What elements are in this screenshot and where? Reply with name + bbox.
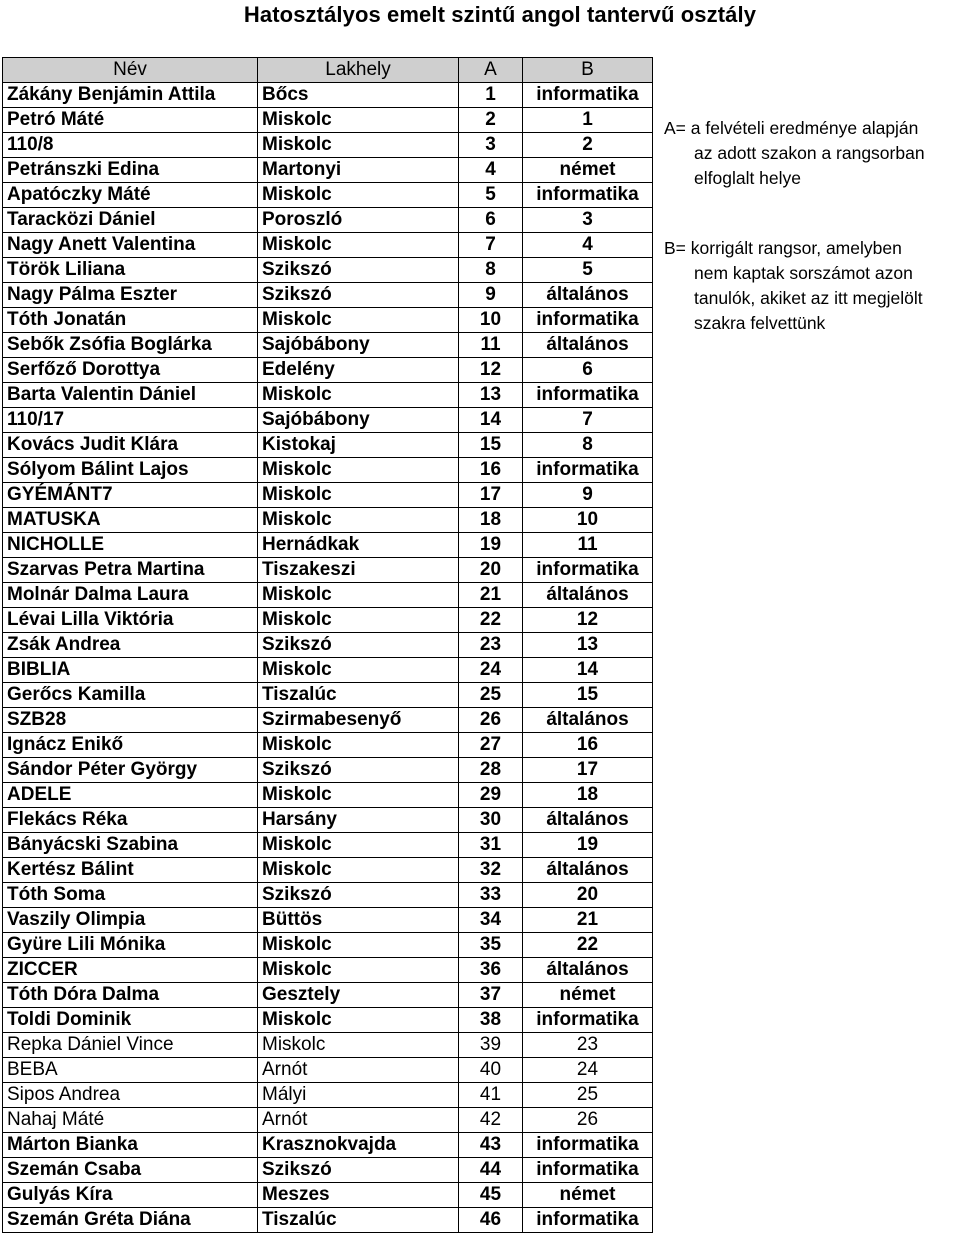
cell-place: Miskolc xyxy=(258,833,459,858)
table-row xyxy=(3,958,653,983)
table-row xyxy=(3,1108,653,1133)
cell-b: 19 xyxy=(523,833,653,858)
cell-a: 41 xyxy=(459,1083,523,1108)
cell-place: Harsány xyxy=(258,808,459,833)
cell-name: 110/17 xyxy=(3,408,258,433)
cell-b: német xyxy=(523,1183,653,1208)
cell-b: 25 xyxy=(523,1083,653,1108)
cell-b: 6 xyxy=(523,358,653,383)
table-row xyxy=(3,1008,653,1033)
cell-b: általános xyxy=(523,958,653,983)
cell-a: 1 xyxy=(459,83,523,108)
cell-b: 18 xyxy=(523,783,653,808)
cell-place: Miskolc xyxy=(258,458,459,483)
table-row xyxy=(3,983,653,1008)
cell-a: 34 xyxy=(459,908,523,933)
cell-a: 12 xyxy=(459,358,523,383)
cell-b: 1 xyxy=(523,108,653,133)
cell-a: 16 xyxy=(459,458,523,483)
cell-place: Sajóbábony xyxy=(258,333,459,358)
table-row xyxy=(3,108,653,133)
cell-name: Nagy Pálma Eszter xyxy=(3,283,258,308)
cell-a: 33 xyxy=(459,883,523,908)
cell-name: Sebők Zsófia Boglárka xyxy=(3,333,258,358)
cell-name: BEBA xyxy=(3,1058,258,1083)
header-name: Név xyxy=(3,58,258,83)
cell-b: informatika xyxy=(523,183,653,208)
table-row xyxy=(3,208,653,233)
cell-place: Miskolc xyxy=(258,608,459,633)
cell-place: Szikszó xyxy=(258,1158,459,1183)
cell-a: 37 xyxy=(459,983,523,1008)
cell-b: 14 xyxy=(523,658,653,683)
table-row xyxy=(3,133,653,158)
cell-a: 35 xyxy=(459,933,523,958)
cell-place: Miskolc xyxy=(258,783,459,808)
cell-b: informatika xyxy=(523,83,653,108)
cell-place: Tiszalúc xyxy=(258,1208,459,1233)
cell-b: informatika xyxy=(523,383,653,408)
cell-a: 25 xyxy=(459,683,523,708)
cell-place: Miskolc xyxy=(258,383,459,408)
legend-a-line: A= a felvételi eredménye alapján xyxy=(664,118,919,138)
table-row xyxy=(3,483,653,508)
cell-a: 40 xyxy=(459,1058,523,1083)
cell-place: Miskolc xyxy=(258,958,459,983)
cell-place: Szikszó xyxy=(258,633,459,658)
cell-place: Mályi xyxy=(258,1083,459,1108)
cell-name: Sólyom Bálint Lajos xyxy=(3,458,258,483)
cell-b: általános xyxy=(523,583,653,608)
cell-a: 11 xyxy=(459,333,523,358)
cell-name: ADELE xyxy=(3,783,258,808)
page-title: Hatosztályos emelt szintű angol tantervű osztály xyxy=(243,2,757,27)
cell-b: informatika xyxy=(523,308,653,333)
cell-a: 31 xyxy=(459,833,523,858)
table-row xyxy=(3,233,653,258)
cell-place: Arnót xyxy=(258,1058,459,1083)
cell-name: Apatóczky Máté xyxy=(3,183,258,208)
cell-place: Arnót xyxy=(258,1108,459,1133)
cell-b: általános xyxy=(523,283,653,308)
cell-b: informatika xyxy=(523,1158,653,1183)
table-row xyxy=(3,833,653,858)
cell-a: 9 xyxy=(459,283,523,308)
cell-b: 20 xyxy=(523,883,653,908)
cell-a: 6 xyxy=(459,208,523,233)
cell-b: 22 xyxy=(523,933,653,958)
table-row xyxy=(3,358,653,383)
table-row xyxy=(3,508,653,533)
cell-name: Sipos Andrea xyxy=(3,1083,258,1108)
cell-place: Poroszló xyxy=(258,208,459,233)
table-row xyxy=(3,758,653,783)
legend-b-line: szakra felvettünk xyxy=(694,313,826,333)
table-row xyxy=(3,908,653,933)
table-row xyxy=(3,633,653,658)
cell-b: 13 xyxy=(523,633,653,658)
cell-name: Vaszily Olimpia xyxy=(3,908,258,933)
cell-a: 26 xyxy=(459,708,523,733)
cell-a: 18 xyxy=(459,508,523,533)
cell-name: Petró Máté xyxy=(3,108,258,133)
table-row xyxy=(3,683,653,708)
table-row xyxy=(3,783,653,808)
cell-b: 4 xyxy=(523,233,653,258)
table-row xyxy=(3,533,653,558)
cell-name: Szarvas Petra Martina xyxy=(3,558,258,583)
cell-a: 4 xyxy=(459,158,523,183)
cell-name: Gerőcs Kamilla xyxy=(3,683,258,708)
cell-place: Szikszó xyxy=(258,283,459,308)
cell-a: 39 xyxy=(459,1033,523,1058)
cell-a: 28 xyxy=(459,758,523,783)
cell-place: Szirmabesenyő xyxy=(258,708,459,733)
header-b: B xyxy=(523,58,653,83)
cell-name: GYÉMÁNT7 xyxy=(3,483,258,508)
cell-b: 2 xyxy=(523,133,653,158)
cell-place: Szikszó xyxy=(258,258,459,283)
cell-a: 8 xyxy=(459,258,523,283)
cell-place: Szikszó xyxy=(258,883,459,908)
table-row xyxy=(3,1133,653,1158)
table-row xyxy=(3,158,653,183)
cell-place: Miskolc xyxy=(258,308,459,333)
table-row xyxy=(3,933,653,958)
cell-place: Miskolc xyxy=(258,733,459,758)
cell-name: Nahaj Máté xyxy=(3,1108,258,1133)
table-row xyxy=(3,858,653,883)
table-row xyxy=(3,408,653,433)
cell-a: 14 xyxy=(459,408,523,433)
cell-place: Miskolc xyxy=(258,1033,459,1058)
cell-place: Miskolc xyxy=(258,583,459,608)
cell-name: Barta Valentin Dániel xyxy=(3,383,258,408)
cell-b: informatika xyxy=(523,1133,653,1158)
cell-a: 17 xyxy=(459,483,523,508)
cell-a: 19 xyxy=(459,533,523,558)
legend-a-line: elfoglalt helye xyxy=(694,168,802,188)
cell-a: 24 xyxy=(459,658,523,683)
cell-b: 5 xyxy=(523,258,653,283)
cell-name: Tóth Jonatán xyxy=(3,308,258,333)
cell-b: informatika xyxy=(523,1008,653,1033)
cell-place: Tiszakeszi xyxy=(258,558,459,583)
cell-name: Márton Bianka xyxy=(3,1133,258,1158)
cell-place: Miskolc xyxy=(258,508,459,533)
cell-place: Gesztely xyxy=(258,983,459,1008)
legend-a-line: az adott szakon a rangsorban xyxy=(694,143,925,163)
cell-place: Büttös xyxy=(258,908,459,933)
cell-b: általános xyxy=(523,808,653,833)
cell-place: Meszes xyxy=(258,1183,459,1208)
cell-place: Miskolc xyxy=(258,133,459,158)
cell-name: MATUSKA xyxy=(3,508,258,533)
cell-a: 10 xyxy=(459,308,523,333)
cell-a: 20 xyxy=(459,558,523,583)
table-row xyxy=(3,1058,653,1083)
cell-a: 3 xyxy=(459,133,523,158)
cell-a: 45 xyxy=(459,1183,523,1208)
cell-b: 15 xyxy=(523,683,653,708)
cell-b: 9 xyxy=(523,483,653,508)
cell-b: 8 xyxy=(523,433,653,458)
table-row xyxy=(3,333,653,358)
cell-place: Sajóbábony xyxy=(258,408,459,433)
cell-name: Toldi Dominik xyxy=(3,1008,258,1033)
header-a: A xyxy=(459,58,523,83)
cell-name: Ignácz Enikő xyxy=(3,733,258,758)
cell-name: Zákány Benjámin Attila xyxy=(3,83,258,108)
cell-name: Szemán Gréta Diána xyxy=(3,1208,258,1233)
table-row xyxy=(3,1208,653,1233)
cell-place: Bőcs xyxy=(258,83,459,108)
cell-a: 42 xyxy=(459,1108,523,1133)
cell-name: Török Liliana xyxy=(3,258,258,283)
cell-place: Miskolc xyxy=(258,183,459,208)
cell-name: Zsák Andrea xyxy=(3,633,258,658)
table-row xyxy=(3,458,653,483)
cell-b: informatika xyxy=(523,558,653,583)
cell-place: Hernádkak xyxy=(258,533,459,558)
table-row xyxy=(3,83,653,108)
cell-b: 10 xyxy=(523,508,653,533)
cell-name: SZB28 xyxy=(3,708,258,733)
table-row xyxy=(3,283,653,308)
cell-b: általános xyxy=(523,333,653,358)
table-row xyxy=(3,708,653,733)
cell-b: 23 xyxy=(523,1033,653,1058)
cell-b: 3 xyxy=(523,208,653,233)
table-row xyxy=(3,1083,653,1108)
cell-b: 17 xyxy=(523,758,653,783)
cell-a: 46 xyxy=(459,1208,523,1233)
cell-name: Serfőző Dorottya xyxy=(3,358,258,383)
cell-b: 21 xyxy=(523,908,653,933)
cell-a: 29 xyxy=(459,783,523,808)
cell-b: 7 xyxy=(523,408,653,433)
cell-a: 5 xyxy=(459,183,523,208)
table-row xyxy=(3,1183,653,1208)
cell-name: BIBLIA xyxy=(3,658,258,683)
cell-name: Molnár Dalma Laura xyxy=(3,583,258,608)
table-row xyxy=(3,433,653,458)
cell-place: Miskolc xyxy=(258,858,459,883)
cell-name: ZICCER xyxy=(3,958,258,983)
table-body xyxy=(3,83,653,1233)
cell-name: NICHOLLE xyxy=(3,533,258,558)
cell-a: 38 xyxy=(459,1008,523,1033)
cell-b: német xyxy=(523,158,653,183)
legend-b-line: B= korrigált rangsor, amelyben xyxy=(664,238,902,258)
table-row xyxy=(3,808,653,833)
legend-a xyxy=(664,116,925,191)
cell-place: Miskolc xyxy=(258,483,459,508)
table-row xyxy=(3,383,653,408)
cell-place: Krasznokvajda xyxy=(258,1133,459,1158)
cell-place: Miskolc xyxy=(258,658,459,683)
cell-b: 12 xyxy=(523,608,653,633)
table-row xyxy=(3,258,653,283)
admission-table xyxy=(2,57,653,1233)
cell-a: 44 xyxy=(459,1158,523,1183)
cell-name: Bányácski Szabina xyxy=(3,833,258,858)
cell-b: német xyxy=(523,983,653,1008)
cell-place: Martonyi xyxy=(258,158,459,183)
table-row xyxy=(3,1033,653,1058)
cell-place: Szikszó xyxy=(258,758,459,783)
cell-a: 36 xyxy=(459,958,523,983)
cell-place: Tiszalúc xyxy=(258,683,459,708)
cell-name: Tóth Soma xyxy=(3,883,258,908)
cell-place: Edelény xyxy=(258,358,459,383)
legend-b xyxy=(664,236,923,336)
cell-a: 15 xyxy=(459,433,523,458)
table-row xyxy=(3,733,653,758)
cell-name: Lévai Lilla Viktória xyxy=(3,608,258,633)
cell-a: 23 xyxy=(459,633,523,658)
cell-name: Szemán Csaba xyxy=(3,1158,258,1183)
cell-name: Petránszki Edina xyxy=(3,158,258,183)
cell-place: Kistokaj xyxy=(258,433,459,458)
cell-a: 22 xyxy=(459,608,523,633)
cell-b: 26 xyxy=(523,1108,653,1133)
table-row xyxy=(3,608,653,633)
cell-a: 27 xyxy=(459,733,523,758)
legend-b-line: nem kaptak sorszámot azon xyxy=(694,263,913,283)
cell-a: 7 xyxy=(459,233,523,258)
cell-place: Miskolc xyxy=(258,108,459,133)
cell-name: Gyüre Lili Mónika xyxy=(3,933,258,958)
table-row xyxy=(3,1158,653,1183)
cell-name: Taracközi Dániel xyxy=(3,208,258,233)
cell-a: 2 xyxy=(459,108,523,133)
cell-b: 11 xyxy=(523,533,653,558)
header-place: Lakhely xyxy=(258,58,459,83)
cell-b: 24 xyxy=(523,1058,653,1083)
table-row xyxy=(3,883,653,908)
cell-name: Tóth Dóra Dalma xyxy=(3,983,258,1008)
cell-name: Gulyás Kíra xyxy=(3,1183,258,1208)
cell-name: Kovács Judit Klára xyxy=(3,433,258,458)
cell-name: Flekács Réka xyxy=(3,808,258,833)
cell-name: 110/8 xyxy=(3,133,258,158)
cell-a: 43 xyxy=(459,1133,523,1158)
cell-b: 16 xyxy=(523,733,653,758)
cell-name: Kertész Bálint xyxy=(3,858,258,883)
cell-b: informatika xyxy=(523,458,653,483)
table-row xyxy=(3,558,653,583)
legend-b-line: tanulók, akiket az itt megjelölt xyxy=(694,288,923,308)
table-header-row xyxy=(3,58,653,83)
cell-place: Miskolc xyxy=(258,933,459,958)
table-row xyxy=(3,308,653,333)
table-row xyxy=(3,583,653,608)
cell-b: általános xyxy=(523,858,653,883)
cell-b: általános xyxy=(523,708,653,733)
cell-b: informatika xyxy=(523,1208,653,1233)
cell-place: Miskolc xyxy=(258,1008,459,1033)
cell-name: Sándor Péter György xyxy=(3,758,258,783)
cell-a: 13 xyxy=(459,383,523,408)
cell-a: 32 xyxy=(459,858,523,883)
cell-place: Miskolc xyxy=(258,233,459,258)
cell-name: Repka Dániel Vince xyxy=(3,1033,258,1058)
table-row xyxy=(3,658,653,683)
cell-a: 21 xyxy=(459,583,523,608)
cell-a: 30 xyxy=(459,808,523,833)
cell-name: Nagy Anett Valentina xyxy=(3,233,258,258)
table-row xyxy=(3,183,653,208)
